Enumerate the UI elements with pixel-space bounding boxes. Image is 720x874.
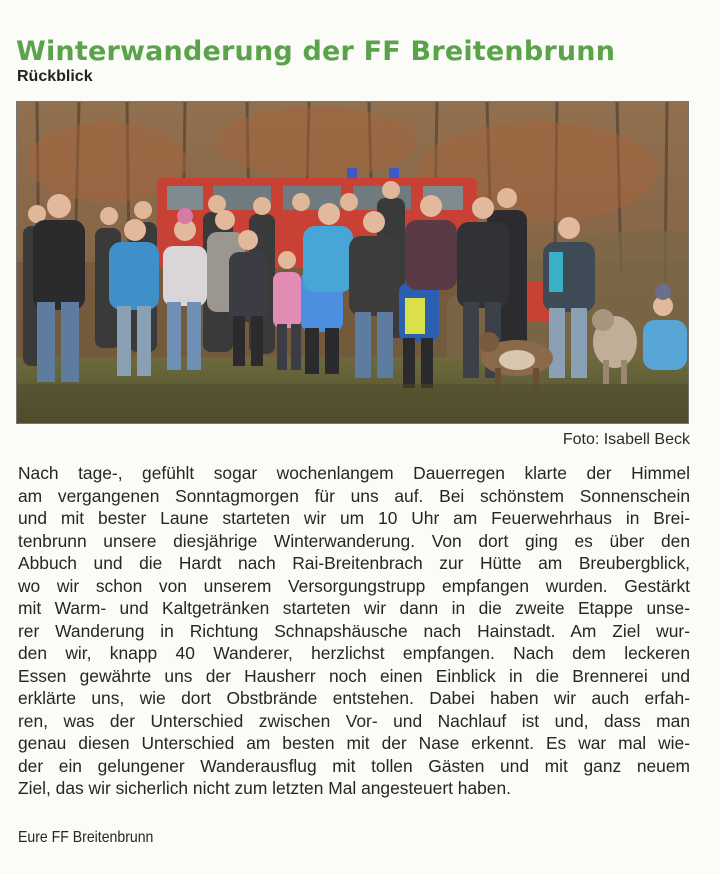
article-line: mit Warm- und Kaltgetränken starteten wir dann in die zweite Etappe unse- [18,598,690,618]
article-line: tenbrunn unsere diesjährige Winterwanderung. Von dort ging es über den [18,530,690,551]
article-line: am vergangenen Sonntagmorgen für uns auf. Bei schönstem Sonnenschein [18,485,690,506]
article-body [18,462,690,800]
article-line: Ziel, das wir sicherlich nicht zum letzten Mal angesteuert haben. [18,778,511,798]
article-line: ren, was der Unterschied zwischen Vor- und Nachlauf ist und, dass man [18,710,690,731]
article-line: Nach tage-, gefühlt sogar wochenlangem Dauerregen klarte der Himmel [18,463,690,483]
article-line: rer Wanderung in Richtung Schnapshäusche nach Hainstadt. Am Ziel wur- [18,620,690,641]
article-line: Essen gewährte uns der Hausherr noch einen Einblick in die Brennerei und [18,665,690,686]
article-line: genau diesen Unterschied am besten mit der Nase erkennt. Es war mal wie- [18,733,690,753]
article-line: erklärte uns, wie dort Obstbrände entstehen. Dabei haben wir auch erfah- [18,688,690,708]
article-line: den wir, knapp 40 Wanderer, herzlichst empfangen. Nach dem leckeren [18,643,690,663]
article-line: und mit bester Laune starteten wir um 10 Uhr am Feuerwehrhaus in Brei- [18,508,690,528]
section-label: Rückblick [17,68,93,85]
article-line: wo wir schon von unserem Versorgungstrupp empfangen wurden. Gestärkt [18,575,690,596]
group-photo [16,101,689,424]
article-title: Winterwanderung der FF Breitenbrunn [16,36,616,68]
article-signature: Eure FF Breitenbrunn [18,829,154,846]
photo-credit: Foto: Isabell Beck [562,431,690,448]
article-line: Abbuch und die Hardt nach Rai-Breitenbrach zur Hütte am Breubergblick, [18,553,690,573]
article-line: der ein gelungener Wanderausflug mit tollen Gästen und mit ganz neuem [18,755,690,776]
